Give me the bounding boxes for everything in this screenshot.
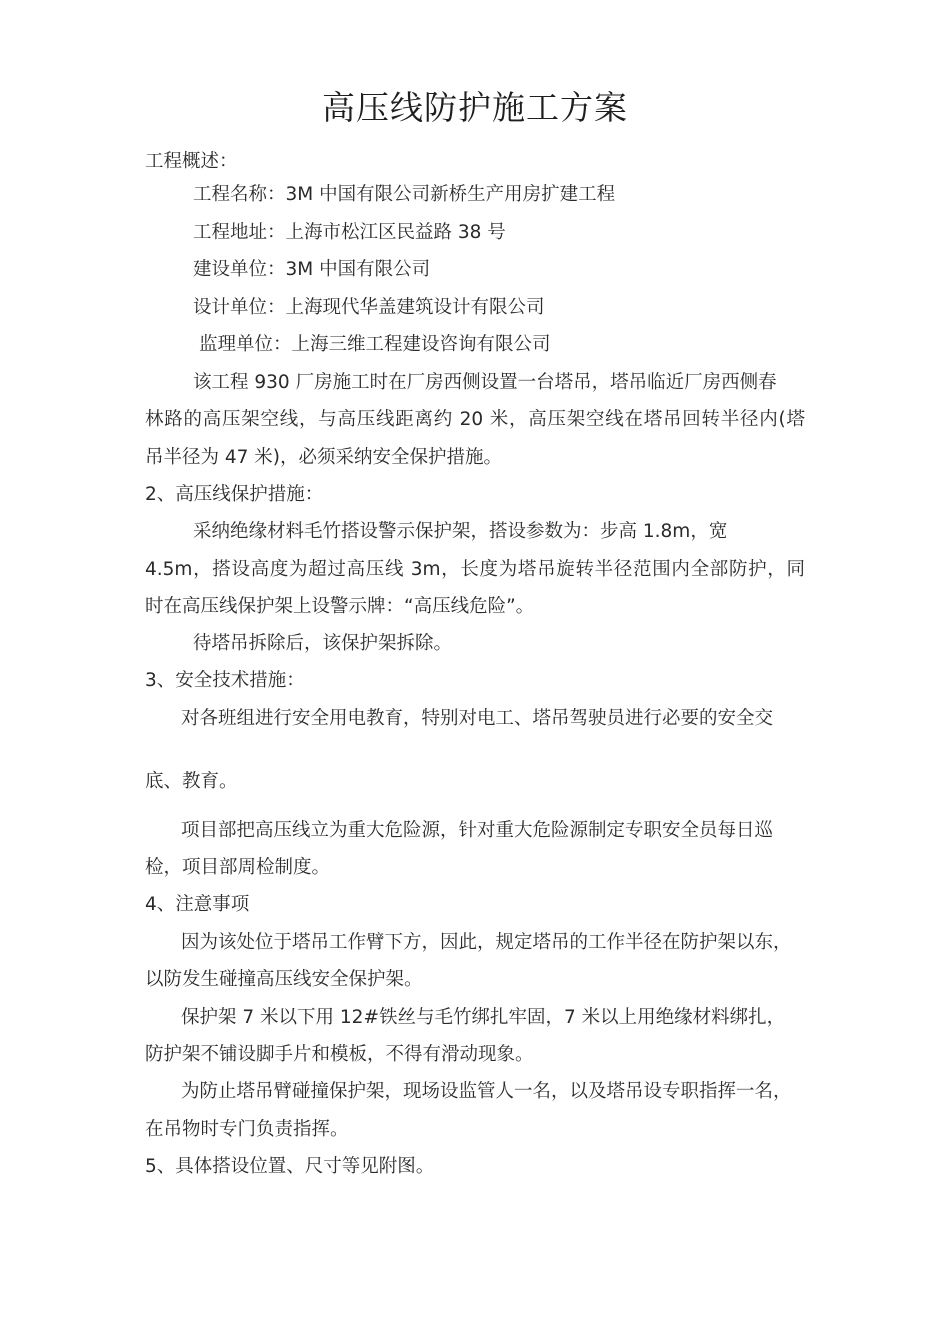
section-heading-overview: 工程概述： — [145, 151, 238, 172]
section-heading-2: 2、高压线保护措施： — [145, 484, 324, 505]
paragraph-line: 防护架不铺设脚手片和模板，不得有滑动现象。 — [145, 1044, 534, 1065]
paragraph-line: 因为该处位于塔吊工作臂下方，因此，规定塔吊的工作半径在防护架以东， — [181, 932, 792, 953]
paragraph-line: 在吊物时专门负责指挥。 — [145, 1119, 349, 1140]
supervision-unit: 监理单位：上海三维工程建设咨询有限公司 — [199, 334, 551, 355]
paragraph-line: 为防止塔吊臂碰撞保护架，现场设监管人一名，以及塔吊设专职指挥一名， — [181, 1081, 792, 1102]
construction-unit: 建设单位：3M 中国有限公司 — [193, 259, 431, 280]
paragraph-line: 采纳绝缘材料毛竹搭设警示保护架，搭设参数为：步高 1.8m，宽 — [193, 521, 728, 542]
section-heading-4: 4、注意事项 — [145, 894, 250, 915]
project-name: 工程名称：3M 中国有限公司新桥生产用房扩建工程 — [193, 184, 616, 205]
section-heading-5: 5、具体搭设位置、尺寸等见附图。 — [145, 1156, 435, 1177]
paragraph-line: 吊半径为 47 米)，必须采纳安全保护措施。 — [145, 447, 503, 468]
paragraph-line: 时在高压线保护架上设警示牌：“高压线危险”。 — [145, 596, 535, 617]
document-title: 高压线防护施工方案 — [322, 88, 628, 127]
paragraph-line: 该工程 930 厂房施工时在厂房西侧设置一台塔吊，塔吊临近厂房西侧春 — [193, 372, 777, 393]
paragraph-line: 保护架 7 米以下用 12#铁丝与毛竹绑扎牢固，7 米以上用绝缘材料绑扎， — [181, 1007, 786, 1028]
design-unit: 设计单位：上海现代华盖建筑设计有限公司 — [193, 297, 545, 318]
paragraph-line: 底、教育。 — [145, 771, 238, 792]
paragraph-line: 待塔吊拆除后，该保护架拆除。 — [193, 633, 453, 654]
project-address: 工程地址：上海市松江区民益路 38 号 — [193, 222, 506, 243]
paragraph-line: 对各班组进行安全用电教育，特别对电工、塔吊驾驶员进行必要的安全交 — [181, 708, 774, 729]
section-heading-3: 3、安全技术措施： — [145, 670, 305, 691]
paragraph-line: 以防发生碰撞高压线安全保护架。 — [145, 969, 423, 990]
paragraph-line: 林路的高压架空线，与高压线距离约 20 米，高压架空线在塔吊回转半径内(塔 — [145, 409, 805, 430]
paragraph-line: 4.5m，搭设高度为超过高压线 3m，长度为塔吊旋转半径范围内全部防护，同 — [145, 559, 805, 580]
paragraph-line: 项目部把高压线立为重大危险源，针对重大危险源制定专职安全员每日巡 — [181, 820, 774, 841]
paragraph-line: 检，项目部周检制度。 — [145, 857, 331, 878]
